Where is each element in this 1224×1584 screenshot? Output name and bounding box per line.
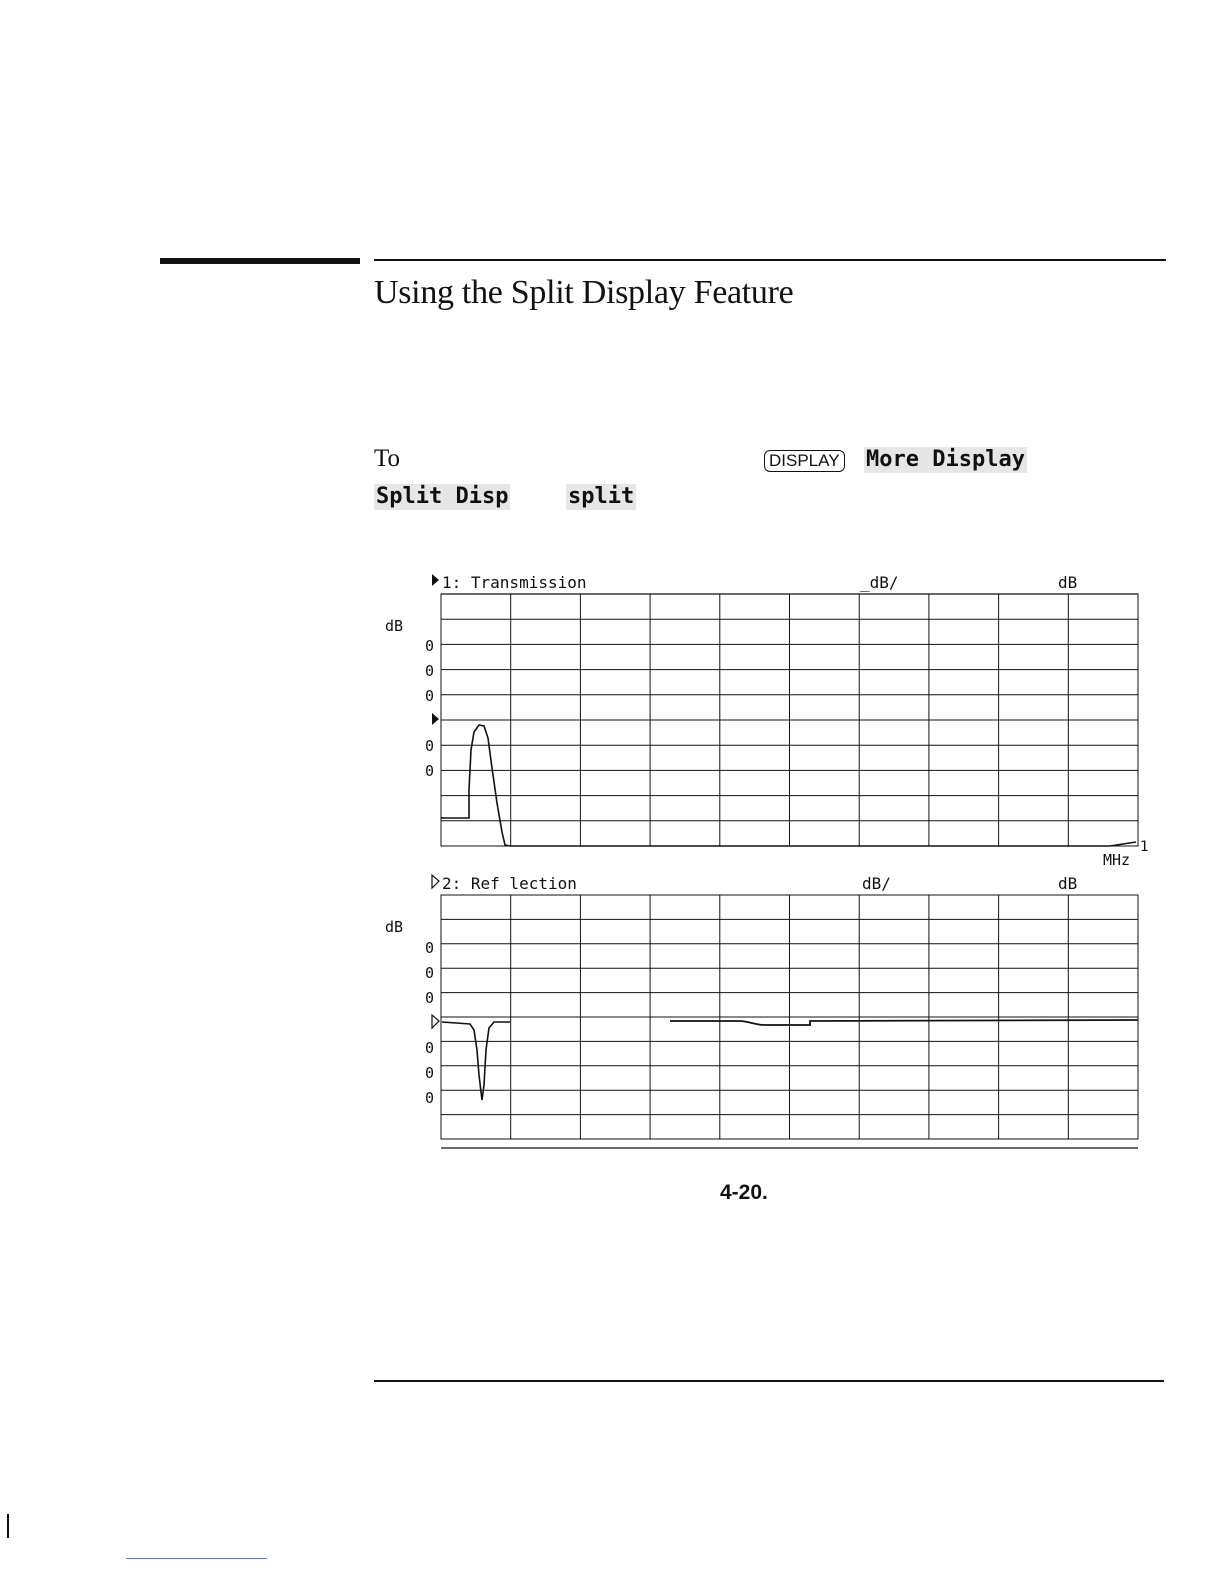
softkey-more-display: More Display <box>866 447 1025 472</box>
y-tick-label: 0 <box>425 687 435 705</box>
margin-mark <box>7 1514 9 1538</box>
section-title: Using the Split Display Feature <box>374 274 794 311</box>
y-tick-label: 0 <box>425 939 435 957</box>
section-rule <box>374 259 1166 261</box>
split-display-figure <box>370 560 1160 1160</box>
y-tick-label: 0 <box>425 1039 435 1057</box>
transmission-panel <box>385 573 1148 869</box>
y-unit-label: dB <box>385 617 404 635</box>
reflection-panel <box>385 874 1138 1148</box>
reflection-trace <box>442 1022 510 1100</box>
reference-label: dB <box>1058 874 1078 893</box>
trace-label: 1: Transmission <box>442 573 587 592</box>
footer-underline <box>126 1558 267 1559</box>
graticule <box>441 895 1138 1139</box>
reference-position-marker-icon <box>432 713 439 725</box>
display-hardkey: DISPLAY <box>764 450 845 472</box>
y-tick-label: 0 <box>425 637 435 655</box>
y-tick-label: 0 <box>425 737 435 755</box>
softkey-split: split <box>568 484 635 509</box>
figure-caption: 4-20. <box>720 1181 768 1204</box>
reference-position-marker-icon <box>432 1015 439 1028</box>
y-tick-label: 0 <box>425 662 435 680</box>
graticule <box>441 594 1138 846</box>
section-rule-thick <box>160 258 360 264</box>
y-unit-label: dB <box>385 918 404 936</box>
inactive-channel-marker-icon <box>432 875 439 888</box>
instruction-word: To <box>374 445 401 472</box>
y-tick-label: 0 <box>425 762 435 780</box>
softkey-split-disp: Split Disp <box>376 484 509 509</box>
scale-label: dB/ <box>862 874 891 893</box>
scale-label: _dB/ <box>860 573 899 592</box>
active-channel-marker-icon <box>432 574 439 586</box>
x-end-value: 1 <box>1140 839 1149 855</box>
trace-label: 2: Ref lection <box>442 874 577 893</box>
reference-label: dB <box>1058 573 1078 592</box>
y-tick-label: 0 <box>425 989 435 1007</box>
x-end-label: MHz <box>1103 851 1131 869</box>
y-tick-label: 0 <box>425 964 435 982</box>
y-tick-label: 0 <box>425 1089 435 1107</box>
page-bottom-rule <box>374 1380 1164 1382</box>
y-tick-label: 0 <box>425 1064 435 1082</box>
